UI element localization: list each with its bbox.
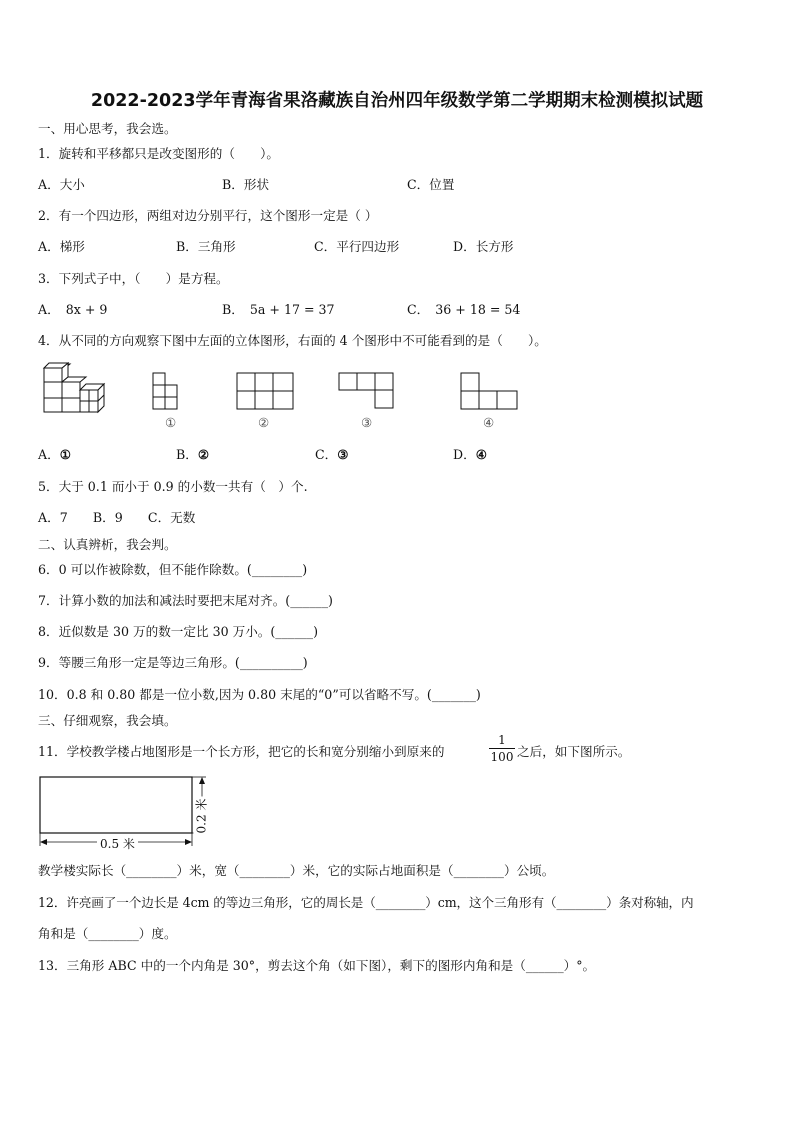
q2-option-a: A．梯形	[38, 239, 85, 254]
q4-option-d-mark: ④	[475, 447, 487, 462]
q3-option-a-label: A．	[38, 302, 60, 317]
q1-option-c: C．位置	[407, 177, 455, 192]
view-label-2: ②	[258, 415, 270, 430]
section-heading-fill: 三、仔细观察，我会填。	[38, 713, 177, 728]
height-dimension-label: 0.2 米	[194, 798, 209, 834]
q4-option-c	[315, 447, 349, 463]
question-5: 5．大于 0.1 而小于 0.9 的小数一共有（ ）个.	[38, 479, 308, 494]
q1-option-b: B．形状	[222, 177, 270, 192]
q4-option-b-label: B．	[176, 447, 198, 462]
q4-option-b	[176, 447, 209, 463]
q1-option-a: A．大小	[38, 177, 85, 192]
question-12-line-1: 12．许亮画了一个边长是 4cm 的等边三角形，它的周长是（________）cm，这个三角形有（________）条对称轴，内	[38, 895, 694, 910]
solid-figure-cubes	[40, 362, 110, 416]
view-label-4: ④	[483, 415, 495, 430]
q2-option-b: B．三角形	[176, 239, 236, 254]
q4-option-b-mark: ②	[197, 447, 210, 462]
question-3: 3．下列式子中，（ ）是方程。	[38, 271, 229, 286]
view-figure-1	[152, 372, 192, 410]
question-10: 10．0.8 和 0.80 都是一位小数,因为 0.80 末尾的“0”可以省略不写。(_______)	[38, 687, 481, 702]
question-7: 7．计算小数的加法和减法时要把末尾对齐。(______)	[38, 593, 333, 608]
q4-option-a-mark: ①	[59, 447, 71, 462]
view-figure-3	[338, 372, 398, 410]
width-dimension-label: 0.5 米	[97, 836, 138, 852]
question-11-stem-end: 之后，如下图所示。	[517, 744, 631, 759]
question-12-line-2: 角和是（________）度。	[38, 926, 177, 941]
question-1: 1．旋转和平移都只是改变图形的（ ）。	[38, 146, 279, 161]
q2-option-d: D．长方形	[453, 239, 514, 254]
view-label-3: ③	[361, 415, 373, 430]
question-11-stem: 11．学校教学楼占地图形是一个长方形，把它的长和宽分别缩小到原来的	[38, 744, 445, 759]
view-label-1: ①	[165, 415, 177, 430]
q3-option-b-expr: 5a + 17 = 37	[249, 302, 335, 317]
q3-option-a-expr: 8x + 9	[65, 302, 108, 317]
q3-option-b-label: B．	[222, 302, 244, 317]
fraction-bar	[489, 748, 515, 749]
q3-option-c-label: C．	[407, 302, 430, 317]
q4-option-d	[453, 447, 487, 463]
q4-option-a-label: A．	[38, 447, 60, 462]
question-11-answer: 教学楼实际长（________）米，宽（________）米，它的实际占地面积是（________）公顷。	[38, 863, 555, 878]
question-9: 9．等腰三角形一定是等边三角形。(__________)	[38, 655, 308, 670]
question-13: 13．三角形 ABC 中的一个内角是 30°，剪去这个角（如下图），剩下的图形内角和是（______）°。	[38, 958, 596, 973]
q4-option-c-label: C．	[315, 447, 338, 462]
q3-option-c-expr: 36 + 18 = 54	[435, 302, 521, 317]
question-4: 4．从不同的方向观察下图中左面的立体图形，右面的 4 个图形中不可能看到的是（ ）。	[38, 333, 547, 348]
q4-option-a	[38, 447, 71, 463]
fraction-one-hundredth	[489, 733, 515, 764]
q4-option-d-label: D．	[453, 447, 476, 462]
q5-options: A．7 B．9 C．无数	[38, 510, 196, 525]
q3-option-c	[407, 302, 520, 318]
q2-option-c: C．平行四边形	[314, 239, 400, 254]
view-figure-2	[236, 372, 296, 410]
q3-option-b	[222, 302, 335, 318]
question-6: 6．0 可以作被除数，但不能作除数。(________)	[38, 562, 308, 577]
question-2: 2．有一个四边形，两组对边分别平行，这个图形一定是（ ）	[38, 208, 378, 223]
section-heading-judge: 二、认真辨析，我会判。	[38, 537, 177, 552]
fraction-numerator: 1	[498, 733, 506, 747]
question-8: 8．近似数是 30 万的数一定比 30 万小。(______)	[38, 624, 318, 639]
page-title: 2022-2023学年青海省果洛藏族自治州四年级数学第二学期期末检测模拟试题	[90, 91, 704, 111]
q3-option-a	[38, 302, 107, 318]
q4-option-c-mark: ③	[337, 447, 349, 462]
fraction-denominator: 100	[490, 750, 514, 764]
section-heading-choice: 一、用心思考，我会选。	[38, 121, 177, 136]
view-figure-4	[460, 372, 520, 410]
